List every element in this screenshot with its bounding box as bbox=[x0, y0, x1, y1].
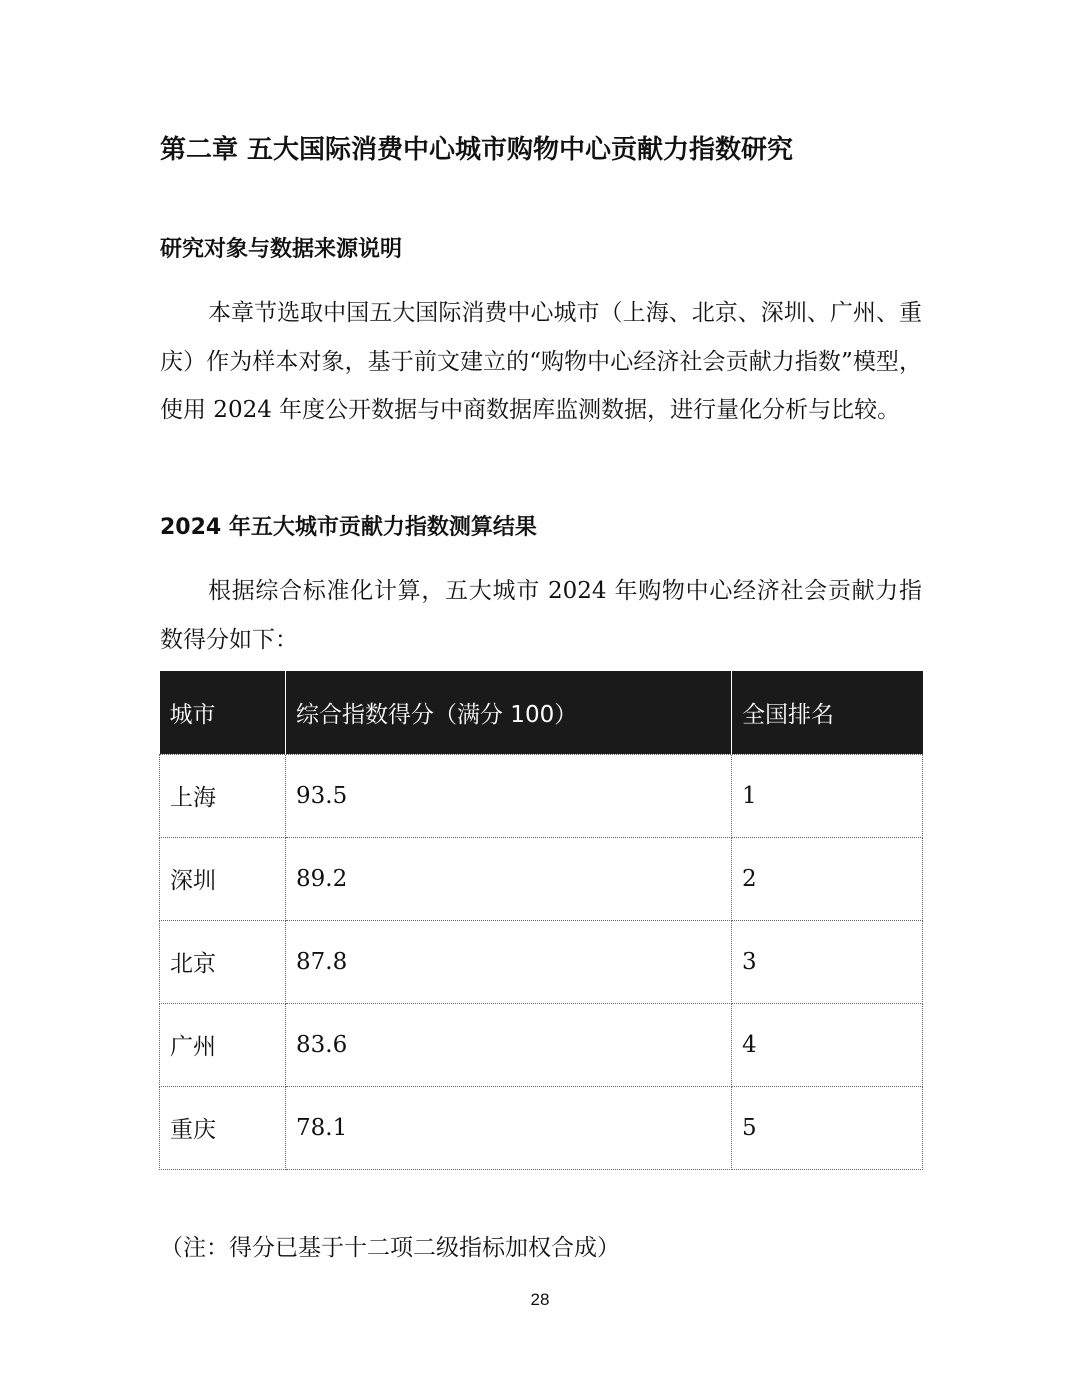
city-cell: 北京 bbox=[160, 920, 286, 1003]
city-cell: 深圳 bbox=[160, 837, 286, 920]
score-cell: 89.2 bbox=[286, 837, 732, 920]
page-number: 28 bbox=[530, 1290, 550, 1309]
rank-cell: 3 bbox=[732, 920, 923, 1003]
score-cell: 83.6 bbox=[286, 1003, 732, 1086]
table-row bbox=[160, 1003, 923, 1086]
chapter-title: 第二章 五大国际消费中心城市购物中心贡献力指数研究 bbox=[160, 135, 794, 165]
score-cell: 93.5 bbox=[286, 754, 732, 837]
paragraph-results: 根据综合标准化计算，五大城市 2024 年购物中心经济社会贡献力指数得分如下： bbox=[160, 578, 922, 653]
rank-cell: 2 bbox=[732, 837, 923, 920]
city-cell: 上海 bbox=[160, 754, 286, 837]
header-city: 城市 bbox=[160, 671, 286, 754]
table-row bbox=[160, 1086, 923, 1169]
rank-cell: 1 bbox=[732, 754, 923, 837]
table-row bbox=[160, 920, 923, 1003]
score-table bbox=[159, 671, 923, 1170]
section-heading-results: 2024 年五大城市贡献力指数测算结果 bbox=[160, 515, 537, 540]
table-header-row bbox=[160, 671, 923, 754]
section-heading-research-object: 研究对象与数据来源说明 bbox=[160, 237, 403, 262]
table-note: （注：得分已基于十二项二级指标加权合成） bbox=[160, 1235, 620, 1261]
header-score: 综合指数得分（满分 100） bbox=[286, 671, 732, 754]
header-rank: 全国排名 bbox=[732, 671, 923, 754]
table-row bbox=[160, 837, 923, 920]
paragraph-research-object: 本章节选取中国五大国际消费中心城市（上海、北京、深圳、广州、重庆）作为样本对象，基于前文建立的“购物中心经济社会贡献力指数”模型，使用 2024 年度公开数据与中商数据库监测数据，进行量化分析与比较。 bbox=[160, 300, 922, 423]
table-row bbox=[160, 754, 923, 837]
score-cell: 78.1 bbox=[286, 1086, 732, 1169]
city-cell: 重庆 bbox=[160, 1086, 286, 1169]
score-cell: 87.8 bbox=[286, 920, 732, 1003]
rank-cell: 4 bbox=[732, 1003, 923, 1086]
rank-cell: 5 bbox=[732, 1086, 923, 1169]
city-cell: 广州 bbox=[160, 1003, 286, 1086]
